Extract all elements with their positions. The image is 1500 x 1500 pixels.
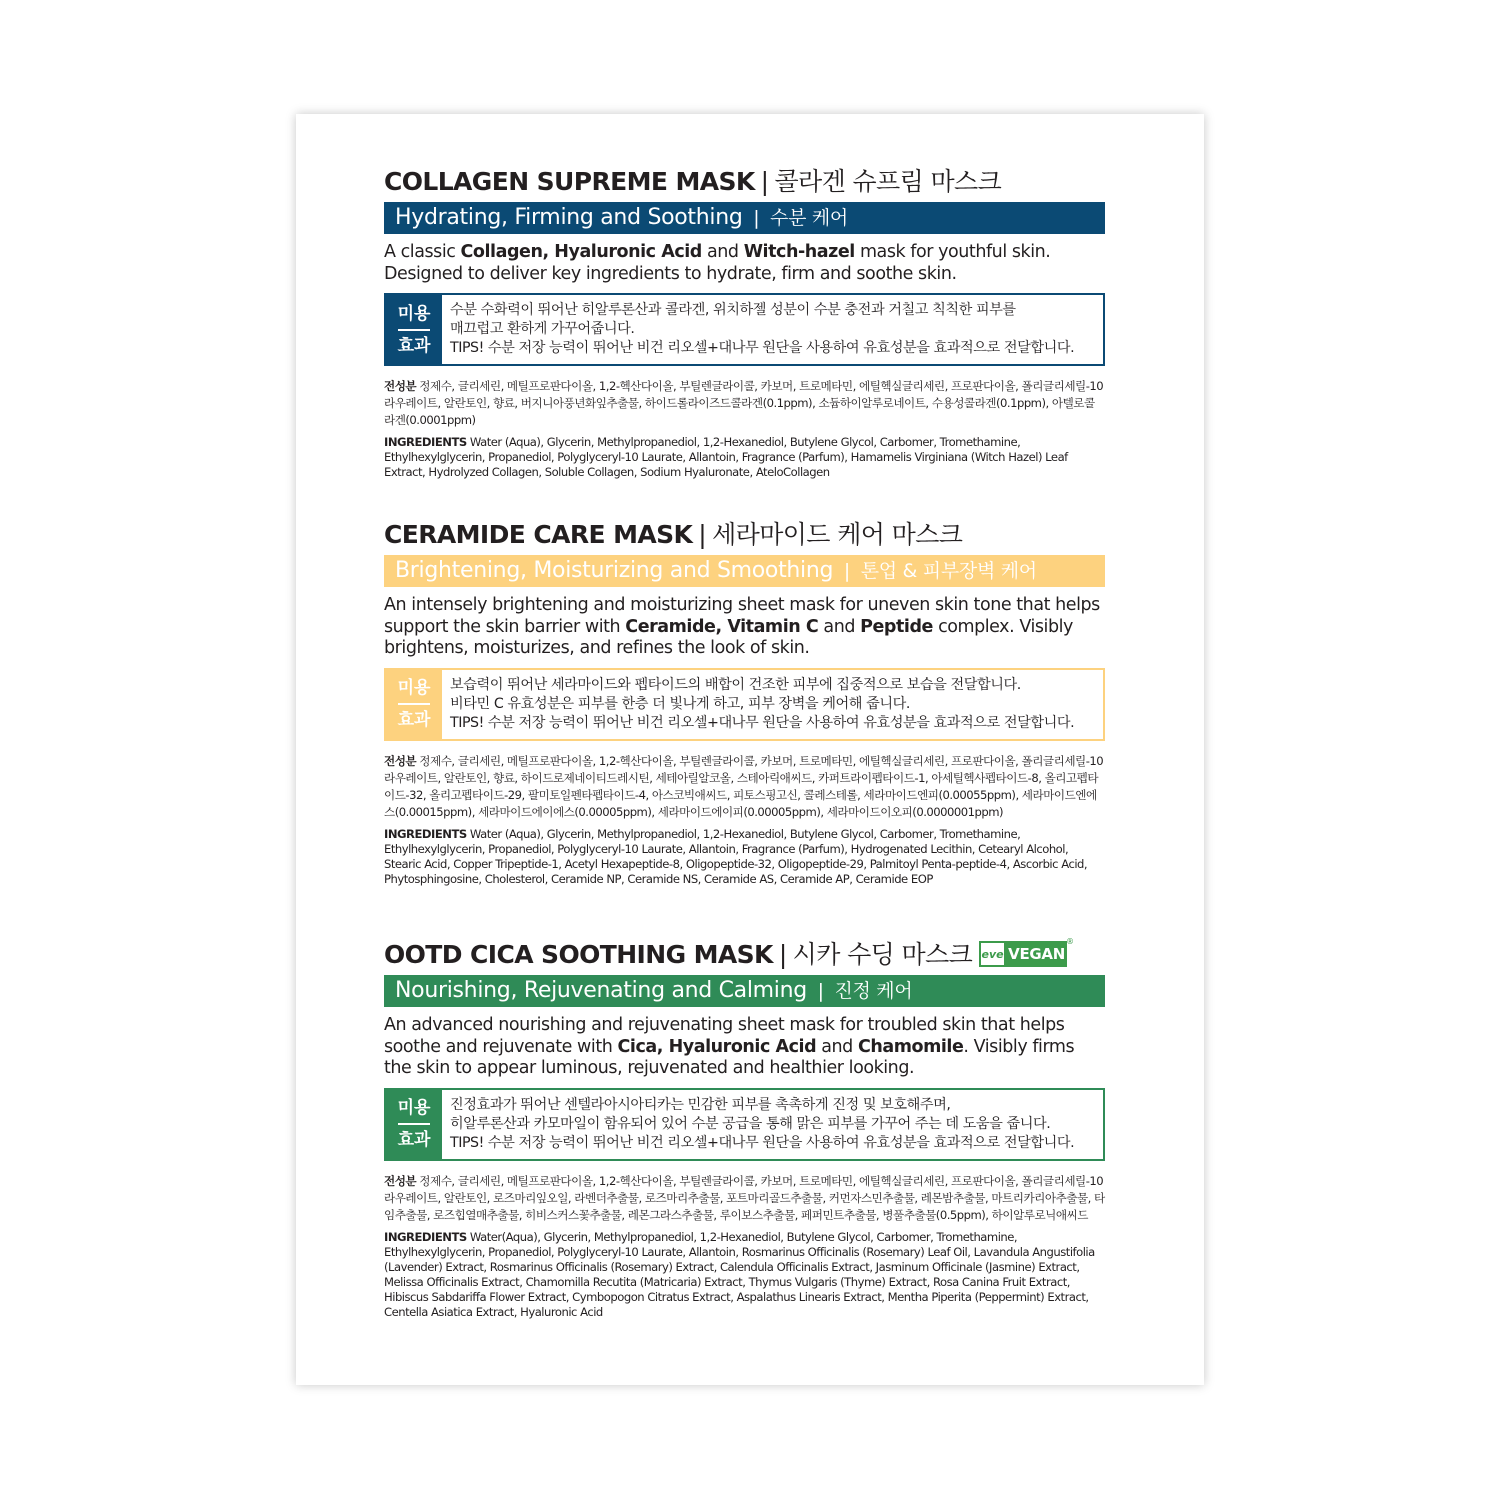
desc-highlight: Cica, Hyaluronic Acid bbox=[617, 1036, 817, 1057]
ingredients-ko bbox=[384, 378, 1105, 429]
ingredients-en-text: Water (Aqua), Glycerin, Methylpropanediol, 1,2-Hexanediol, Butylene Glycol, Carbomer, Tromethamine, Ethylhexylglycerin, Propanediol, Polyglyceryl-10 Laurate, Allantoin, Fragrance (Parfum), Hamamelis Virginiana (Witch Hazel) Leaf Extract, Hydrolyzed Collagen, Soluble Collagen, Sodium Hyaluronate, AteloCollagen bbox=[384, 435, 1068, 479]
desc-text: and bbox=[701, 242, 744, 262]
benefit-ko: 진정 케어 bbox=[834, 980, 913, 1002]
ingredients-en bbox=[384, 1230, 1105, 1320]
effect-line: TIPS! 수분 저장 능력이 뛰어난 비건 리오셀+대나무 원단을 사용하여 유효성분을 효과적으로 전달합니다. bbox=[450, 1134, 1075, 1151]
ingredients-en bbox=[384, 827, 1105, 887]
title-separator: | bbox=[778, 940, 787, 969]
effect-text bbox=[442, 670, 1074, 739]
desc-highlight: Chamomile bbox=[857, 1036, 964, 1057]
effect-label bbox=[386, 1090, 442, 1159]
effect-line: 비타민 C 유효성분은 피부를 한층 더 빛나게 하고, 피부 장벽을 케어해 줍니다. bbox=[450, 695, 910, 712]
benefit-ko: 수분 케어 bbox=[770, 207, 848, 229]
ingredients-ko-label: 전성분 bbox=[384, 753, 417, 768]
desc-text: An intensely brightening and moisturizing sheet mask for uneven skin tone that helps support the skin barrier with bbox=[384, 595, 1100, 637]
effect-label-line2: 효과 bbox=[397, 335, 431, 356]
effect-line: 매끄럽고 환하게 가꾸어줍니다. bbox=[450, 321, 635, 337]
ingredients-en-text: Water(Aqua), Glycerin, Methylpropanediol, 1,2-Hexanediol, Butylene Glycol, Carbomer, Tromethamine, Ethylhexylglycerin, Propanediol, Polyglyceryl-10 Laurate, Allantoin, Rosmarinus Officinalis (Rosemary) Leaf Oil, Lavandula Angustifolia (Lavender) Extract, Rosmarinus Officinalis (Rosemary) Extract, Calendula Officinalis Extract, Jasminum Officinale (Jasmine) Extract, Melissa Officinalis Extract, Chamomilla Recutita (Matricaria) Extract, Thymus Vulgaris (Thyme) Extract, Rosa Canina Fruit Extract, Hibiscus Sabdariffa Flower Extract, Cymbopogon Citratus Extract, Aspalathus Linearis Extract, Mentha Piperita (Peppermint) Extract, Centella Asiatica Extract, Hyaluronic Acid bbox=[384, 1229, 1095, 1319]
title-separator: | bbox=[698, 520, 707, 549]
benefit-en: Hydrating, Firming and Soothing bbox=[395, 205, 743, 230]
effect-line: TIPS! 수분 저장 능력이 뛰어난 비건 리오셀+대나무 원단을 사용하여 유효성분을 효과적으로 전달합니다. bbox=[450, 340, 1075, 356]
description bbox=[384, 595, 1105, 660]
cica-soothing-section bbox=[384, 939, 1105, 1320]
effect-label-divider bbox=[398, 703, 430, 705]
collagen-supreme-section bbox=[384, 166, 1105, 480]
title-en: CERAMIDE CARE MASK bbox=[384, 520, 693, 549]
effect-text bbox=[442, 295, 1074, 364]
ingredients-ko-text: 정제수, 글리세린, 메틸프로판다이올, 1,2-헥산다이올, 부틸렌글라이콜, 카보머, 트로메타민, 에틸헥실글리세린, 프로판다이올, 폴리글리세릴-10라우레이트, 알란토인, 향료, 하이드로제네이티드레시틴, 세테아릴알코올, 스테아릭애씨드, 카퍼트라이펩타이드-1, 아세틸헥사펩타이드-8, 올리고펩타이드-32, 올리고펩타이드-29, 팔미토일펜타펩타이드-4, 아스코빅애씨드, 피토스핑고신, 콜레스테롤, 세라마이드엔피(0.00055ppm), 세라마이드엔에스(0.00015ppm), 세라마이드에이에스(0.00005ppm), 세라마이드에이피(0.00005ppm), 세라마이드이오피(0.0000001ppm) bbox=[384, 753, 1104, 819]
ingredients-en-text: Water (Aqua), Glycerin, Methylpropanediol, 1,2-Hexanediol, Butylene Glycol, Carbomer, Tromethamine, Ethylhexylglycerin, Propanediol, Polyglyceryl-10 Laurate, Allantoin, Fragrance (Parfum), Hydrogenated Lecithin, Cetearyl Alcohol, Stearic Acid, Copper Tripeptide-1, Acetyl Hexapeptide-8, Oligopeptide-32, Oligopeptide-29, Palmitoyl Penta-peptide-4, Ascorbic Acid, Phytosphingosine, Cholesterol, Ceramide NP, Ceramide NS, Ceramide AS, Ceramide AP, Ceramide EOP bbox=[384, 826, 1088, 886]
ingredients-ko-label: 전성분 bbox=[384, 379, 417, 393]
ingredients-ko-text: 정제수, 글리세린, 메틸프로판다이올, 1,2-헥산다이올, 부틸렌글라이콜, 카보머, 트로메타민, 에틸헥실글리세린, 프로판다이올, 폴리글리세릴-10라우레이트, 알란토인, 로즈마리잎오일, 라벤더추출물, 로즈마리추출물, 포트마리골드추출물, 커먼자스민추출물, 레몬밤추출물, 마트리카리아추출물, 타임추출물, 로즈힙열매추출물, 히비스커스꽃추출물, 레몬그라스추출물, 루이보스추출물, 페퍼민트추출물, 병풀추출물(0.5ppm), 하이알루로닉애씨드 bbox=[384, 1173, 1105, 1222]
beauty-effect-box bbox=[384, 1088, 1105, 1161]
title-ko: 세라마이드 케어 마스크 bbox=[712, 520, 963, 549]
ingredients-en bbox=[384, 435, 1105, 480]
ingredients-en-label: INGREDIENTS bbox=[384, 435, 467, 449]
benefit-separator: | bbox=[843, 560, 850, 582]
benefit-separator: | bbox=[753, 207, 760, 229]
effect-label-line2: 효과 bbox=[397, 710, 431, 730]
beauty-effect-box bbox=[384, 668, 1105, 741]
ingredients-ko bbox=[384, 753, 1105, 821]
desc-text: mask for youthful skin. Designed to deliver key ingredients to hydrate, firm and soothe skin. bbox=[384, 242, 1051, 284]
eve-logo-icon: eve bbox=[981, 943, 1004, 965]
effect-label bbox=[386, 295, 442, 364]
desc-highlight: Collagen, Hyaluronic Acid bbox=[460, 242, 702, 262]
effect-line: 히알루론산과 카모마일이 함유되어 있어 수분 공급을 통해 맑은 피부를 가꾸어 주는 데 도움을 줍니다. bbox=[450, 1115, 1051, 1132]
title-ko: 시카 수딩 마스크 bbox=[792, 940, 973, 969]
description bbox=[384, 242, 1105, 285]
ceramide-care-section bbox=[384, 519, 1105, 887]
eve-vegan-badge bbox=[979, 937, 1074, 967]
benefit-bar bbox=[384, 975, 1105, 1007]
ingredients-ko-text: 정제수, 글리세린, 메틸프로판다이올, 1,2-헥산다이올, 부틸렌글라이콜, 카보머, 트로메타민, 에틸헥실글리세린, 프로판다이올, 폴리글리세릴-10라우레이트, 알란토인, 향료, 버지니아풍년화잎추출물, 하이드롤라이즈드콜라겐(0.1ppm), 소듐하이알루로네이트, 수용성콜라겐(0.1ppm), 아텔로콜라겐(0.0001ppm) bbox=[384, 379, 1104, 427]
benefit-separator: | bbox=[817, 980, 824, 1002]
beauty-effect-box bbox=[384, 293, 1105, 366]
registered-mark: ® bbox=[1066, 937, 1074, 946]
effect-label-line1: 미용 bbox=[397, 1098, 431, 1118]
ingredients-ko-label: 전성분 bbox=[384, 1173, 417, 1188]
title-separator: | bbox=[760, 167, 769, 196]
desc-highlight: Ceramide, Vitamin C bbox=[625, 616, 819, 637]
benefit-en: Nourishing, Rejuvenating and Calming bbox=[395, 978, 807, 1003]
effect-label bbox=[386, 670, 442, 739]
desc-text: and bbox=[816, 1036, 858, 1057]
effect-label-line1: 미용 bbox=[397, 303, 431, 324]
benefit-en: Brightening, Moisturizing and Smoothing bbox=[395, 558, 834, 583]
benefit-bar bbox=[384, 202, 1105, 234]
product-info-card bbox=[296, 114, 1204, 1385]
effect-text bbox=[442, 1090, 1074, 1159]
section-title bbox=[384, 519, 1105, 551]
effect-label-divider bbox=[398, 1123, 430, 1125]
desc-text: complex. Visibly brightens, moisturizes, and refines the look of skin. bbox=[384, 616, 1073, 658]
ingredients-en-label: INGREDIENTS bbox=[384, 826, 467, 841]
desc-highlight: Witch-hazel bbox=[743, 242, 855, 262]
effect-label-line2: 효과 bbox=[397, 1130, 431, 1150]
desc-text: An advanced nourishing and rejuvenating sheet mask for troubled skin that helps soothe and rejuvenate with bbox=[384, 1015, 1065, 1057]
effect-label-line1: 미용 bbox=[397, 678, 431, 698]
ingredients-ko bbox=[384, 1173, 1105, 1224]
desc-highlight: Peptide bbox=[860, 616, 933, 637]
effect-line: 보습력이 뛰어난 세라마이드와 펩타이드의 배합이 건조한 피부에 집중적으로 보습을 전달합니다. bbox=[450, 676, 1021, 693]
title-ko: 콜라겐 슈프림 마스크 bbox=[774, 167, 1002, 196]
description bbox=[384, 1015, 1105, 1080]
effect-line: 진정효과가 뛰어난 센텔라아시아티카는 민감한 피부를 촉촉하게 진정 및 보호해주며, bbox=[450, 1096, 951, 1113]
benefit-ko: 톤업 & 피부장벽 케어 bbox=[860, 560, 1037, 582]
ingredients-en-label: INGREDIENTS bbox=[384, 1229, 467, 1244]
vegan-label: VEGAN bbox=[1008, 945, 1065, 963]
title-en: OOTD CICA SOOTHING MASK bbox=[384, 940, 773, 969]
section-title bbox=[384, 166, 1105, 198]
effect-line: TIPS! 수분 저장 능력이 뛰어난 비건 리오셀+대나무 원단을 사용하여 유효성분을 효과적으로 전달합니다. bbox=[450, 714, 1075, 731]
effect-label-divider bbox=[398, 329, 430, 331]
desc-text: A classic bbox=[384, 242, 461, 262]
effect-line: 수분 수화력이 뛰어난 히알루론산과 콜라겐, 위치하젤 성분이 수분 충전과 거칠고 칙칙한 피부를 bbox=[450, 302, 1016, 318]
benefit-bar bbox=[384, 555, 1105, 587]
title-en: COLLAGEN SUPREME MASK bbox=[384, 167, 755, 196]
desc-text: and bbox=[818, 616, 861, 637]
desc-text: . Visibly firms the skin to appear luminous, rejuvenated and healthier looking. bbox=[384, 1036, 1075, 1078]
